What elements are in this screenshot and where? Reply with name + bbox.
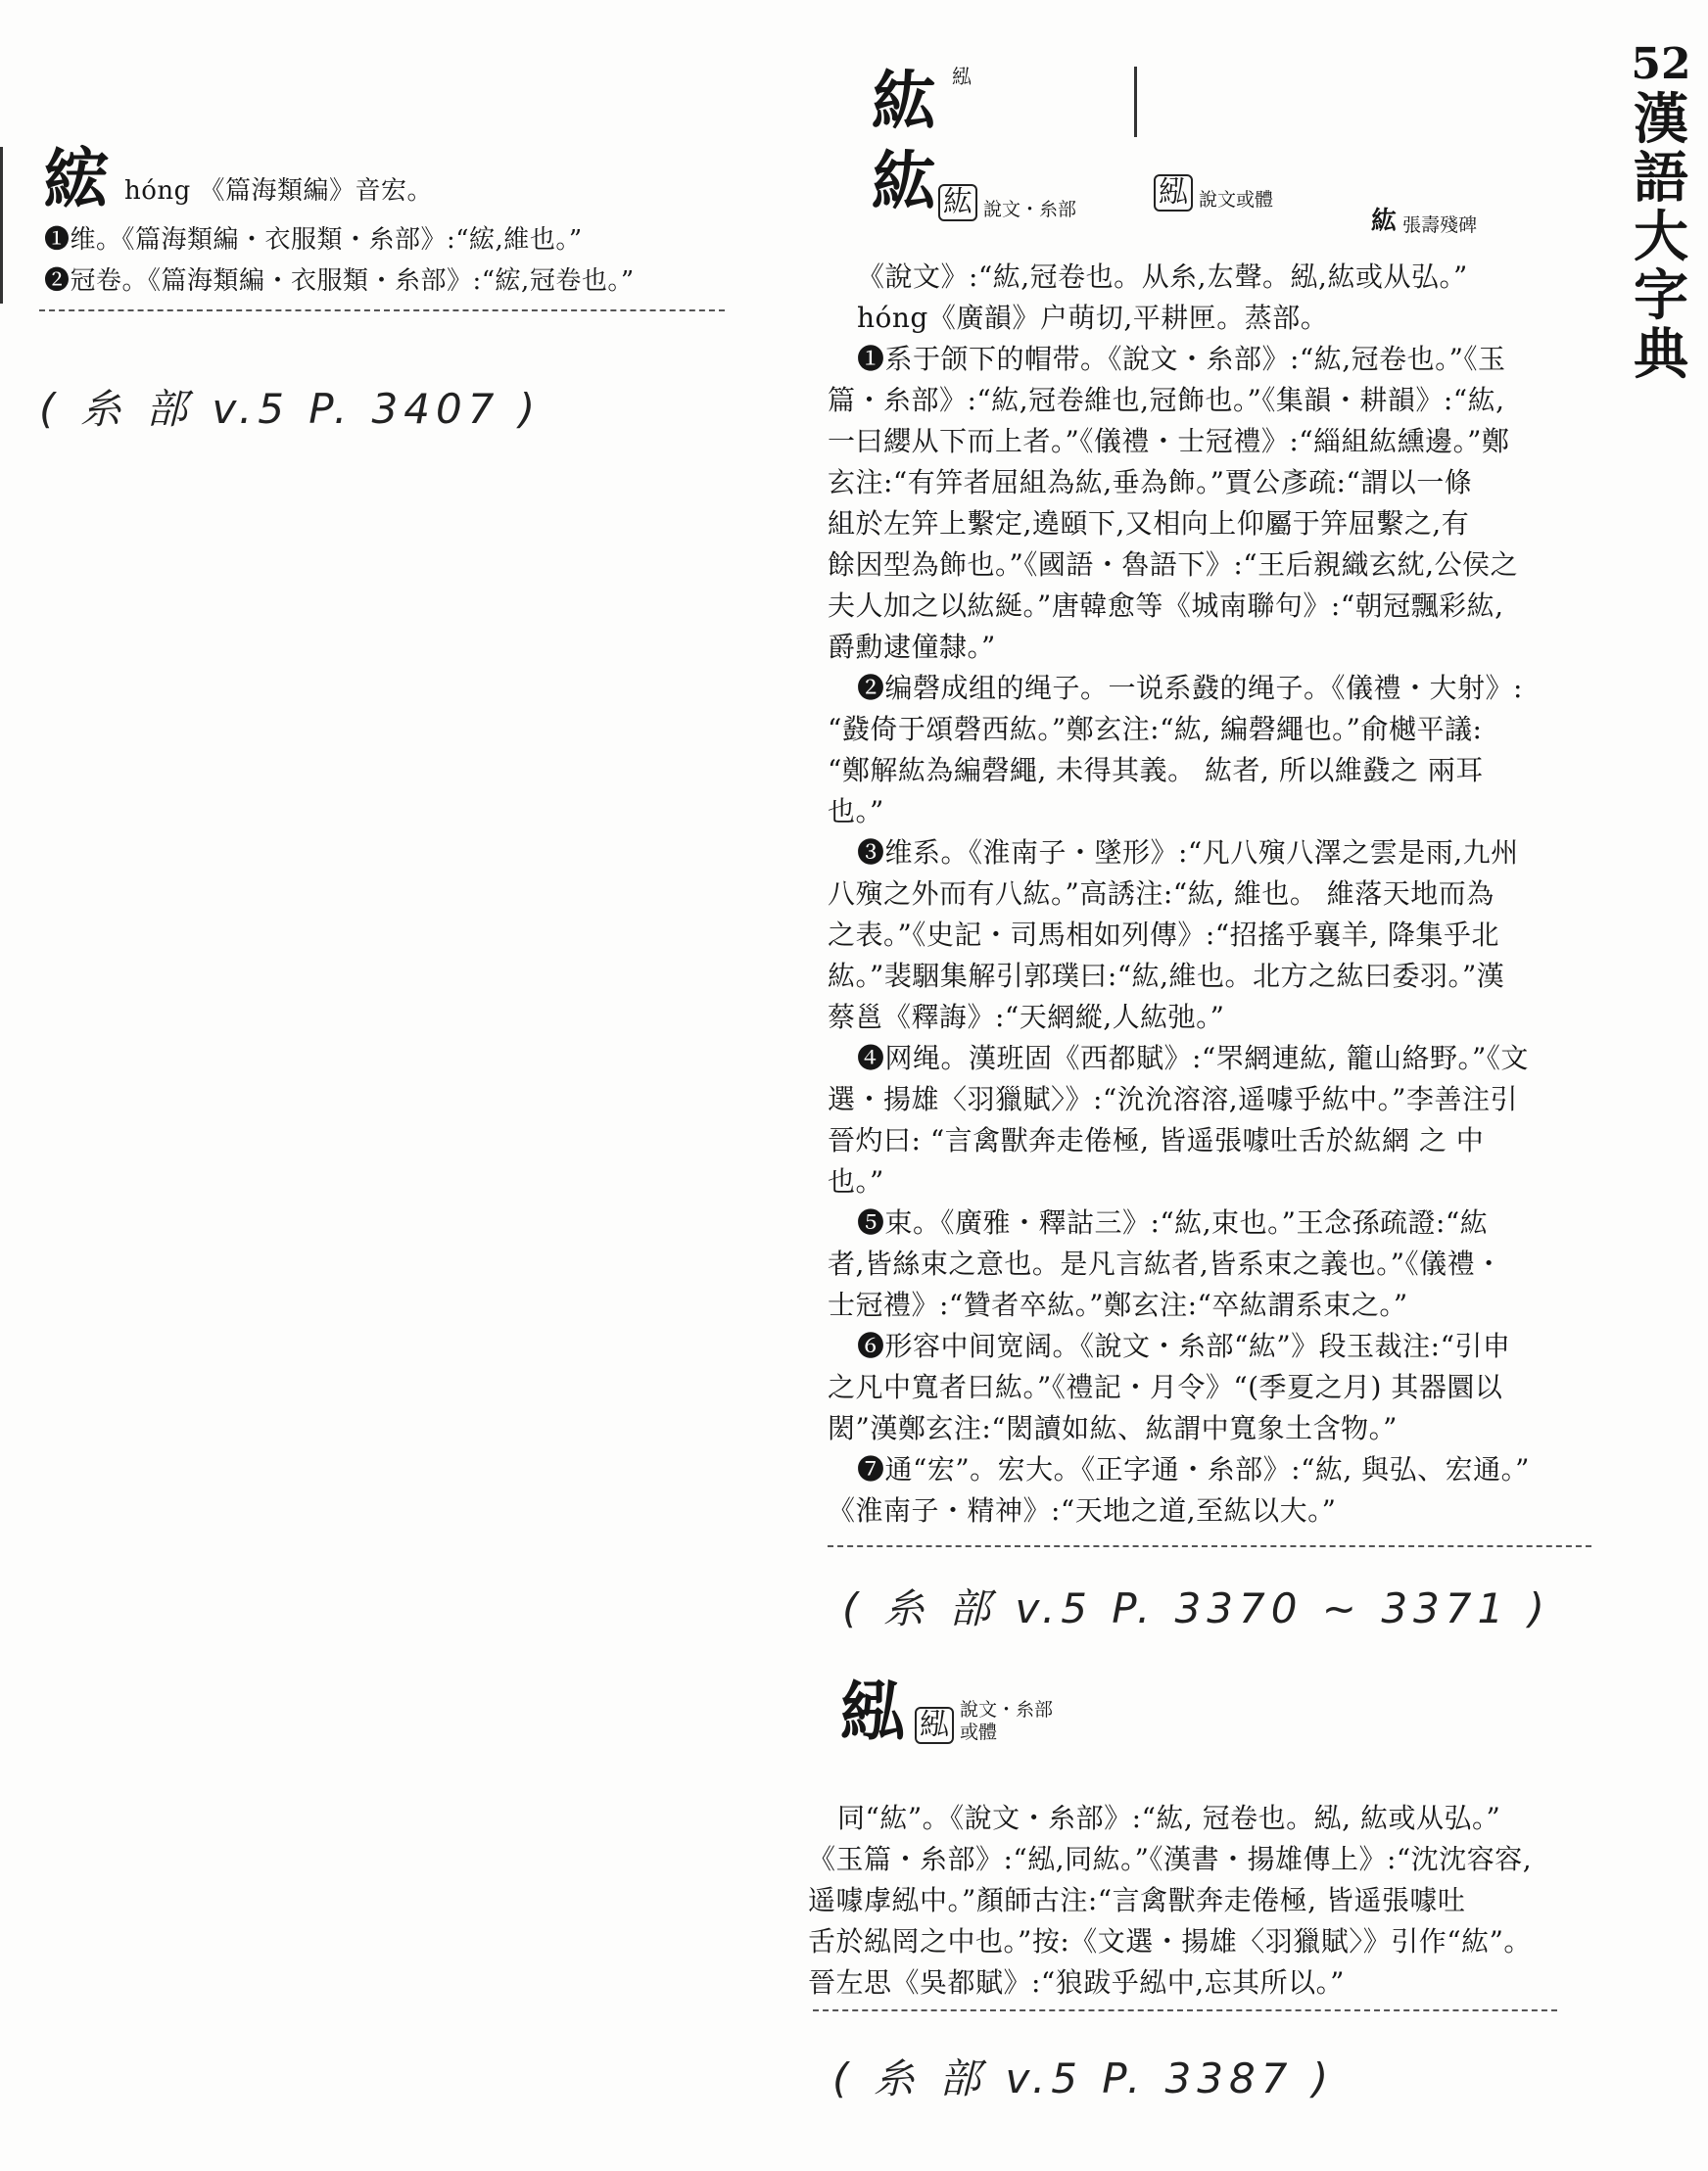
- third-form-label-2: 或體: [960, 1722, 998, 1744]
- main-headword-top: 紘: [872, 63, 936, 139]
- main-line: 者,皆絲束之意也。是凡言紘者,皆系束之義也。”《儀禮・: [828, 1248, 1503, 1280]
- form-seal-2: [1154, 174, 1273, 212]
- title-char-5: 典: [1634, 322, 1688, 387]
- main-headword-variant: 紭: [952, 65, 972, 88]
- third-line: 舌於紭罔之中也。”按:《文選・揚雄〈羽獵賦〉》引作“紘”。: [808, 1925, 1532, 1958]
- seal-glyph-2: 紭: [1154, 174, 1193, 212]
- inscription-glyph: 紘: [1371, 207, 1398, 236]
- form-label-3: 張壽殘碑: [1402, 214, 1478, 237]
- main-line: ❸维系。《淮南子・墜形》:“凡八殥八澤之雲是雨,九州: [857, 836, 1519, 869]
- third-form-labels: [960, 1699, 1053, 1744]
- third-line: 同“紘”。《說文・糸部》:“紘, 冠卷也。紭, 紘或从弘。”: [837, 1802, 1501, 1834]
- main-line: 篇・糸部》:“紘,冠卷維也,冠飾也。”《集韻・耕韻》:“紘,: [828, 384, 1505, 416]
- left-handwritten-note: ( 糸 部 v.5 P. 3407 ): [39, 385, 542, 433]
- main-entry-header: [862, 59, 1606, 245]
- main-line: ❻形容中间宽阔。《說文・糸部“紘”》段玉裁注:“引申: [857, 1330, 1511, 1362]
- main-line: 《淮南子・精神》:“天地之道,至紘以大。”: [828, 1494, 1337, 1527]
- third-entry-body: [808, 1798, 1591, 2004]
- main-line: 也。”: [828, 795, 884, 827]
- left-margin-rule: [0, 147, 3, 304]
- form-seal-1: [938, 184, 1076, 221]
- title-char-4: 字: [1634, 263, 1688, 328]
- seal-glyph-1: 紘: [938, 184, 977, 221]
- left-pronunciation: hóng 《篇海類編》音宏。: [124, 176, 434, 206]
- form-inscription: [1371, 201, 1477, 237]
- main-line: 選・揚雄〈羽獵賦〉》:“沇沇溶溶,遥噱乎紘中。”李善注引: [828, 1083, 1518, 1115]
- third-line: 晉左思《吳都賦》:“狼跋乎紭中,忘其所以。”: [808, 1966, 1345, 1999]
- title-char-3: 大: [1634, 205, 1688, 269]
- main-line: 《說文》:“紘,冠卷也。从糸,厷聲。紭,紘或从弘。”: [857, 260, 1468, 293]
- title-char-1: 漢: [1634, 87, 1688, 152]
- form-label-1: 說文・糸部: [983, 199, 1077, 221]
- main-line: 士冠禮》:“贊者卒紘。”鄭玄注:“卒紘謂系束之。”: [828, 1289, 1408, 1321]
- main-line: “鼗倚于頌磬西紘。”鄭玄注:“紘, 編磬繩也。”俞樾平議:: [828, 713, 1483, 745]
- third-divider: [813, 2009, 1557, 2011]
- third-entry-header: [840, 1674, 1054, 1750]
- third-handwritten-note: ( 糸 部 v.5 P. 3387 ): [832, 2054, 1335, 2102]
- main-line: ❼通“宏”。宏大。《正字通・糸部》:“紘, 與弘、宏通。”: [857, 1453, 1530, 1486]
- main-headword: 紘: [872, 143, 936, 219]
- main-line: 紘。”裴駰集解引郭璞曰:“紘,維也。北方之紘曰委羽。”漢: [828, 960, 1505, 992]
- main-line: 組於左笄上繫定,遶頤下,又相向上仰屬于笄屈繫之,有: [828, 507, 1470, 540]
- third-line: 遥噱虖紭中。”顏師古注:“言禽獸奔走倦極, 皆遥張噱吐: [808, 1884, 1466, 1916]
- main-line: ❶系于颌下的帽带。《說文・糸部》:“紘,冠卷也。”《玉: [857, 343, 1506, 375]
- main-line: 玄注:“有笄者屈組為紘,垂為飾。”賈公彥疏:“謂以一條: [828, 466, 1473, 498]
- main-divider: [828, 1545, 1591, 1547]
- third-line: 《玉篇・糸部》:“紭,同紘。”《漢書・揚雄傳上》:“沈沈容容,: [808, 1843, 1533, 1875]
- title-char-2: 語: [1634, 146, 1688, 211]
- main-line: 之表。”《史記・司馬相如列傳》:“招搖乎襄羊, 降集乎北: [828, 919, 1499, 951]
- left-headword: 綋: [44, 141, 109, 217]
- main-line: ❷编磬成组的绳子。一说系鼗的绳子。《儀禮・大射》:: [857, 672, 1523, 704]
- form-label-2: 說文或體: [1199, 189, 1274, 212]
- main-entry-body: [828, 257, 1591, 1532]
- main-line: 爵勳逮僮隸。”: [828, 631, 996, 663]
- left-sense-1: ❶维。《篇海類編・衣服類・糸部》:“綋,維也。”: [44, 225, 583, 255]
- left-entry: [44, 141, 788, 302]
- third-form-label-1: 說文・糸部: [960, 1699, 1054, 1722]
- main-line: 之凡中寬者曰紘。”《禮記・月令》“(季夏之月) 其器圜以: [828, 1371, 1503, 1403]
- header-vertical-rule: [1134, 67, 1137, 137]
- main-line: ❹网绳。漢班固《西都賦》:“罘網連紘, 籠山絡野。”《文: [857, 1042, 1529, 1074]
- main-line: 八殥之外而有八紘。”高誘注:“紘, 維也。 維落天地而為: [828, 877, 1494, 910]
- main-line: 一曰纓从下而上者。”《儀禮・士冠禮》:“緇組紘纁邊。”鄭: [828, 425, 1510, 457]
- main-handwritten-note: ( 糸 部 v.5 P. 3370 ~ 3371 ): [842, 1584, 1550, 1632]
- third-seal-glyph: 紭: [915, 1707, 954, 1744]
- main-line: ❺束。《廣雅・釋詁三》:“紘,束也。”王念孫疏證:“紘: [857, 1206, 1489, 1239]
- main-line: 晉灼曰: “言禽獸奔走倦極, 皆遥張噱吐舌於紘網 之 中: [828, 1124, 1485, 1156]
- third-headword: 紭: [840, 1674, 905, 1750]
- main-line: 夫人加之以紘綖。”唐韓愈等《城南聯句》:“朝冠飄彩紘,: [828, 590, 1504, 622]
- main-line: 也。”: [828, 1165, 884, 1198]
- main-line: hóng《廣韻》户萌切,平耕匣。蒸部。: [857, 302, 1329, 334]
- main-line: 蔡邕《釋誨》:“天網縱,人紘弛。”: [828, 1001, 1225, 1033]
- main-line: 餘因型為飾也。”《國語・魯語下》:“王后親織玄紞,公侯之: [828, 548, 1518, 581]
- main-line: 閎”漢鄭玄注:“閎讀如紘、紘謂中寬象土含物。”: [828, 1412, 1398, 1444]
- left-divider: [39, 309, 725, 311]
- dictionary-side-title: [1626, 39, 1696, 387]
- left-sense-2: ❷冠卷。《篇海類編・衣服類・糸部》:“綋,冠卷也。”: [44, 266, 635, 296]
- page-number: 52: [1631, 39, 1691, 89]
- main-line: “鄭解紘為編磬繩, 未得其義。 紘者, 所以維鼗之 兩耳: [828, 754, 1484, 786]
